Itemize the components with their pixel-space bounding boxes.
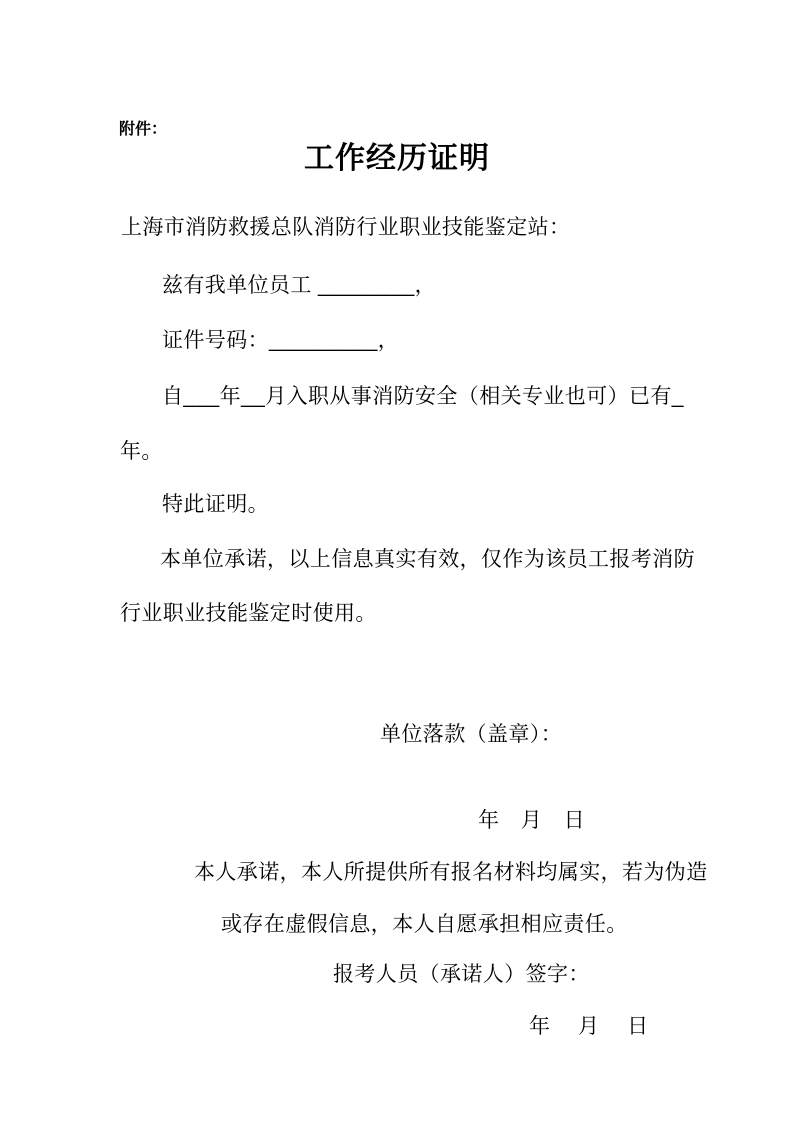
- unit-signature-seal-label: 单位落款（盖章）：: [380, 723, 563, 746]
- salutation-line: 上海市消防救援总队消防行业职业技能鉴定站：: [121, 216, 571, 239]
- applicant-signature-label: 报考人员（承诺人）签字：: [333, 963, 590, 986]
- applicant-declaration-line-2: 或存在虚假信息，本人自愿承担相应责任。: [221, 913, 628, 936]
- attachment-label: 附件：: [119, 121, 168, 138]
- applicant-signature-date-line: 年 月 日: [529, 1015, 649, 1038]
- applicant-declaration-line-1: 本人承诺，本人所提供所有报名材料均属实，若为伪造: [194, 861, 708, 884]
- unit-promise-line-1: 本单位承诺，以上信息真实有效，仅作为该员工报考消防: [160, 548, 695, 571]
- tenure-start-line: 自___年__月入职从事消防安全（相关专业也可）已有_: [162, 385, 684, 408]
- tenure-years-wrap-line: 年。: [120, 440, 163, 463]
- document-title: 工作经历证明: [304, 142, 490, 175]
- hereby-certify-line: 特此证明。: [162, 493, 269, 516]
- unit-promise-line-2: 行业职业技能鉴定时使用。: [120, 602, 377, 625]
- id-number-blank-line: 证件号码：_________，: [162, 329, 400, 352]
- employee-name-blank-line: 兹有我单位员工 ________，: [162, 274, 437, 297]
- unit-signature-date-line: 年 月 日: [478, 809, 585, 832]
